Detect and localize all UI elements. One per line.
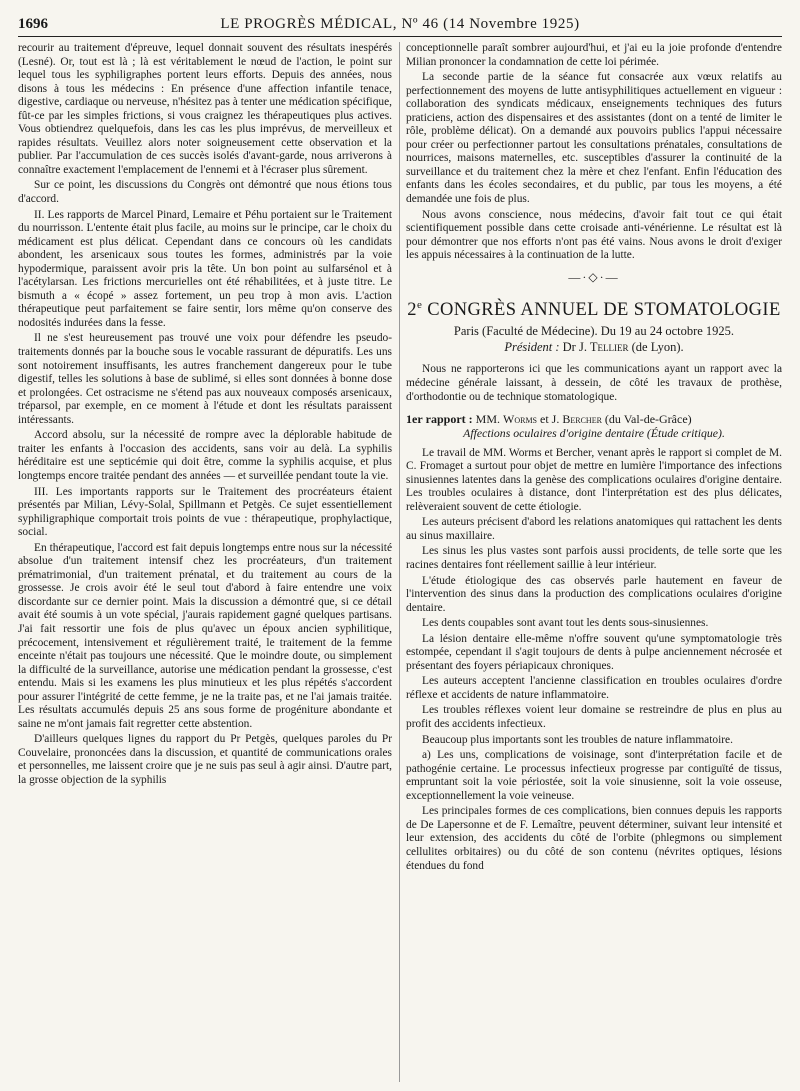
paragraph: a) Les uns, complications de voisinage, sont d'interprétation facile et de pathogénie certaine. Le processus infectieux progresse par contiguïté de tissus, empruntant soit la voie périostée, soit la voie sinusienne, soit la voie osseuse, exceptionnellement la voie veineuse.	[406, 749, 782, 802]
section-title-sup: e	[416, 299, 423, 312]
left-column	[18, 42, 392, 1086]
rapport-ordinal: 1er	[406, 412, 423, 427]
page-number: 1696	[18, 16, 48, 32]
paragraph: Les auteurs acceptent l'ancienne classification en troubles oculaires d'ordre réflexe et accidents de nature inflammatoire.	[406, 675, 782, 701]
paragraph: Beaucoup plus importants sont les troubles de nature inflammatoire.	[422, 733, 733, 746]
president-name: J. Tellier	[578, 340, 629, 355]
journal-title: LE PROGRÈS MÉDICAL, Nº 46 (14 Novembre 1925)	[220, 16, 580, 32]
section-ornament: —·◇·—	[568, 269, 620, 284]
paragraph: L'étude étiologique des cas observés parle hautement en faveur de l'intervention des sinus dans la production des complications oculaires d'origine dentaire.	[406, 574, 782, 614]
paragraph: conceptionnelle paraît sombrer aujourd'hui, et j'ai eu la joie profonde d'entendre Milian prononcer la condamnation de cette loi périmée.	[406, 42, 782, 68]
column-divider	[399, 42, 400, 1082]
paragraph: Les dents coupables sont avant tout les dents sous-sinusiennes.	[422, 617, 709, 630]
paragraph: Nous avons conscience, nous médecins, d'avoir fait tout ce qui était scientifiquement possible dans cette croisade anti-vénérienne. Le résultat est là pour démontrer que nos efforts n'ont pas été vains. Nous avons le droit d'exiger les appuis nécessaires à la continuation de la lutte.	[406, 208, 782, 262]
paragraph: III. Les importants rapports sur le Traitement des procréateurs étaient présentés par Milian, Lévy-Solal, Spillmann et Petgès. Ce sujet essentiellement syphiligraphique comportait trois points de vue : thérapeutique, prophylactique, social.	[18, 485, 392, 539]
section-title	[406, 294, 782, 321]
rapport-affiliation: (du Val-de-Grâce)	[604, 412, 692, 427]
paragraph: La lésion dentaire elle-même n'offre souvent qu'une symptomatologie très estompée, cependant il s'agit toujours de dents à pulpe anciennement nécrosée et présentant des foyers périapicaux chroniques.	[406, 632, 782, 672]
rapport-heading	[406, 412, 782, 427]
paragraph: II. Les rapports de Marcel Pinard, Lemaire et Péhu portaient sur le Traitement du nourrisson. L'entente était plus facile, au moins sur le principe, car le choix du médicament est plus délicat. Cependant dans ce concours où les candidats abondent, les arsenicaux sous toutes les formes, administrés par la voie hypodermique, paraissent avoir pris la tête. Un bon point au sulfarsénol et à l'acétylarsan. Les frictions mercurielles ont été réhabilitées, et à juste titre. Le bismuth a « écopé » assez fortement, un peu trop à mon avis. L'action thérapeutique peut parfaitement se faire sentir, lors même qu'on conserve des nodosités indurées dans la fesse.	[18, 208, 392, 329]
paragraph: Les principales formes de ces complications, bien connues depuis les rapports de De Lapersonne et de F. Lemaître, peuvent déterminer, suivant leur intensité et leur extension, des accidents du côté de l'orbite (phlegmons ou simplement cellulites orbitaires) ou du côté de son contenu (névrites optiques, lésions étendues du fond	[406, 805, 782, 872]
section-subtitle: Paris (Faculté de Médecine). Du 19 au 24 octobre 1925.	[453, 324, 735, 339]
president-label: Président :	[504, 340, 560, 355]
paragraph: D'ailleurs quelques lignes du rapport du Pr Petgès, quelques paroles du Pr Couvelaire, prononcées dans la discussion, et quantité de communications orales et personnelles, me laissent croire que je ne suis pas seul à agir ainsi. D'autre part, la grosse objection de la syphilis	[18, 733, 392, 786]
section-title-text: CONGRÈS ANNUEL DE STOMATOLOGIE	[427, 300, 781, 321]
president-title: Dr	[562, 340, 576, 355]
paragraph: Le travail de MM. Worms et Bercher, venant après le rapport si complet de M. C. Fromaget a surtout pour objet de mettre en lumière l'importance des infections sinusiennes latentes dans la genèse des complications oculaires d'origine dentaire. Les troubles oculaires à distance, dont l'interprétation est des plus délicates, relèveraient souvent de cette étiologie.	[406, 446, 782, 513]
paragraph: Les sinus les plus vastes sont parfois aussi procidents, de telle sorte que les racines dentaires font réellement saillie à leur intérieur.	[406, 545, 782, 572]
intro-paragraph: Nous ne rapporterons ici que les communications ayant un rapport avec la médecine générale laissant, à dessein, de côté les travaux de prothèse, d'orthodontie ou de technique stomatologique.	[406, 363, 782, 403]
right-column	[406, 42, 782, 1086]
paragraph: Sur ce point, les discussions du Congrès ont démontré que nous étions tous d'accord.	[18, 179, 392, 206]
rapport-author-2: Bercher	[562, 412, 602, 427]
paragraph: Les auteurs précisent d'abord les relations anatomiques qui rattachent les dents au sinus maxillaire.	[406, 516, 782, 542]
rapport-subtitle: Affections oculaires d'origine dentaire (Étude critique).	[463, 426, 725, 441]
section-title-number: 2	[407, 300, 417, 321]
rapport-conj: et J.	[540, 412, 560, 427]
paragraph: recourir au traitement d'épreuve, lequel donnait souvent des résultats inespérés (Lesné). Or, tout est là ; là est véritablement le nœud de l'action, le point sur lequel tous les syphiligraphes portent leurs efforts. Depuis des années, nous disons à tous les médecins : En présence d'une affection infantile tenace, digestive, cardiaque ou nerveuse, n'hésitez pas à tenter une médication spécifique, fût-ce par les simples frictions, si vous craignez les thérapeutiques plus actives. Vous obtiendrez quelquefois, dans les cas les plus imprévus, de merveilleux et rapides résultats. Veuillez alors noter soigneusement cette observation et la publier. Par l'accumulation de ces succès isolés d'avant-garde, nous arriverons à connaître exactement l'emplacement de l'ennemi et à l'écraser plus sûrement.	[18, 42, 392, 176]
rapport-authors-prefix: MM.	[475, 412, 500, 427]
paragraph: Il ne s'est heureusement pas trouvé une voix pour défendre les pseudo-traitements donnés par la bouche sous le vocable rassurant de dépuratifs. Les uns sont notoirement insuffisants, les autres franchement dangereux pour le tube digestif, telles les solutions à base de sublimé, si elles sont données à bonne dose et prolongées. Cet ostracisme ne s'étend pas aux nouveaux composés arsenicaux, tréparsol, par exemple, en ce moment à l'étude et dont les résultats paraissent intéressants.	[18, 332, 392, 426]
section-president	[406, 339, 782, 355]
paragraph: La seconde partie de la séance fut consacrée aux vœux relatifs au perfectionnement des moyens de lutte antisyphilitiques actuellement en vigueur : collaboration des syndicats médicaux, enseignements techniques des futurs praticiens, action des dispensaires et des assistantes (dont on a tenté de limiter le rôle, problème délicat). On a demandé aux pouvoirs publics l'appui nécessaire pour créer ou perfectionner partout les consultations prénatales, consultations de nourrices, maisons maternelles, etc. susceptibles d'assurer la continuité de la surveillance et du traitement chez la mère et chez l'enfant. Enfin l'éducation des enfants dans les écoles secondaires, et du public, par tous les moyens, a été demandée une fois de plus.	[406, 71, 782, 206]
paragraph: Accord absolu, sur la nécessité de rompre avec la déplorable habitude de traiter les enfants à l'occasion des accidents, sans voir au delà. La syphilis héréditaire est une septicémie qui doit être, comme la syphilis acquise, et plus longtemps encore traitée pendant des années — et surveillée pendant toute la vie.	[18, 429, 392, 482]
paragraph: Les troubles réflexes voient leur domaine se restreindre de plus en plus au profit des accidents infectieux.	[406, 704, 782, 731]
running-header	[18, 14, 782, 37]
rapport-author-1: Worms	[503, 412, 538, 427]
paragraph: En thérapeutique, l'accord est fait depuis longtemps entre nous sur la nécessité absolue d'un traitement intensif chez les procréateurs, d'un traitement prématrimonial, d'un traitement prénatal, et du traitement au cours de la grossesse. Je crois avoir été le seul tout d'abord à faire entendre une voix discordante sur ce dernier point. Mais la discussion a démontré que, si ce détail avait été soumis à un vote spécial, j'aurais rapidement gagné quelques partisans. J'ai fait ressortir une fois de plus qu'avec un époux ancien syphilitique, précocement, intensivement et régulièrement traité, le traitement de la femme enceinte n'était pas toujours une nécessité. Que le moindre doute, ou simplement la difficulté de la surveillance, autorise une médication pendant la grossesse, c'est entendu. Mais si les examens les plus minutieux et les plus répétés s'accordent pour assurer l'intégrité de cette femme, je ne la traite pas, et ne l'ai jamais traitée. Les résultats accumulés depuis 25 ans sous forme de progéniture abondante et saine ne m'ont jamais fait regretter cette abstention.	[18, 541, 392, 730]
rapport-label: rapport :	[425, 412, 473, 427]
president-city: (de Lyon).	[631, 340, 684, 355]
